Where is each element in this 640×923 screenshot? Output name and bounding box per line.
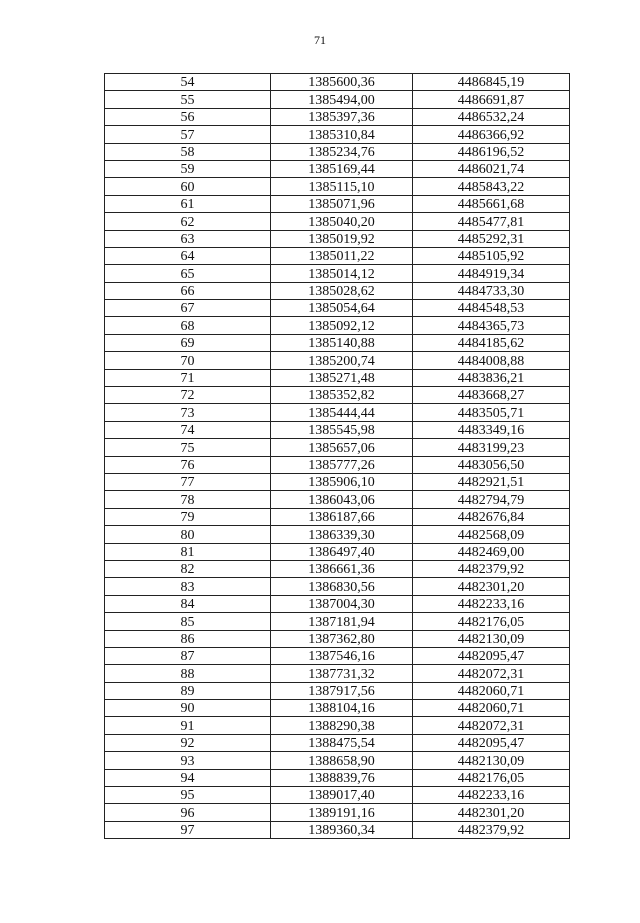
y-coordinate-cell: 4486021,74 bbox=[413, 160, 570, 177]
x-coordinate-cell: 1387731,32 bbox=[271, 665, 413, 682]
x-coordinate-cell: 1385444,44 bbox=[271, 404, 413, 421]
x-coordinate-cell: 1386830,56 bbox=[271, 578, 413, 595]
point-number-cell: 64 bbox=[105, 247, 271, 264]
x-coordinate-cell: 1385019,92 bbox=[271, 230, 413, 247]
point-number-cell: 89 bbox=[105, 682, 271, 699]
x-coordinate-cell: 1385906,10 bbox=[271, 473, 413, 490]
y-coordinate-cell: 4482233,16 bbox=[413, 595, 570, 612]
point-number-cell: 82 bbox=[105, 560, 271, 577]
y-coordinate-cell: 4484733,30 bbox=[413, 282, 570, 299]
table-row bbox=[105, 317, 570, 334]
point-number-cell: 93 bbox=[105, 752, 271, 769]
table-row bbox=[105, 91, 570, 108]
y-coordinate-cell: 4483668,27 bbox=[413, 387, 570, 404]
y-coordinate-cell: 4482469,00 bbox=[413, 543, 570, 560]
y-coordinate-cell: 4484365,73 bbox=[413, 317, 570, 334]
y-coordinate-cell: 4482233,16 bbox=[413, 787, 570, 804]
x-coordinate-cell: 1385777,26 bbox=[271, 456, 413, 473]
table-row bbox=[105, 665, 570, 682]
point-number-cell: 61 bbox=[105, 195, 271, 212]
y-coordinate-cell: 4482676,84 bbox=[413, 508, 570, 525]
x-coordinate-cell: 1386497,40 bbox=[271, 543, 413, 560]
point-number-cell: 59 bbox=[105, 160, 271, 177]
point-number-cell: 84 bbox=[105, 595, 271, 612]
point-number-cell: 85 bbox=[105, 613, 271, 630]
point-number-cell: 69 bbox=[105, 334, 271, 351]
point-number-cell: 62 bbox=[105, 213, 271, 230]
table-row bbox=[105, 769, 570, 786]
point-number-cell: 58 bbox=[105, 143, 271, 160]
y-coordinate-cell: 4483199,23 bbox=[413, 439, 570, 456]
x-coordinate-cell: 1385011,22 bbox=[271, 247, 413, 264]
y-coordinate-cell: 4484919,34 bbox=[413, 265, 570, 282]
table-row bbox=[105, 247, 570, 264]
table-row bbox=[105, 473, 570, 490]
x-coordinate-cell: 1389360,34 bbox=[271, 821, 413, 838]
x-coordinate-cell: 1388658,90 bbox=[271, 752, 413, 769]
point-number-cell: 80 bbox=[105, 526, 271, 543]
point-number-cell: 55 bbox=[105, 91, 271, 108]
table-row bbox=[105, 613, 570, 630]
table-row bbox=[105, 508, 570, 525]
y-coordinate-cell: 4482072,31 bbox=[413, 717, 570, 734]
x-coordinate-cell: 1385200,74 bbox=[271, 352, 413, 369]
point-number-cell: 88 bbox=[105, 665, 271, 682]
x-coordinate-cell: 1388290,38 bbox=[271, 717, 413, 734]
x-coordinate-cell: 1385310,84 bbox=[271, 126, 413, 143]
y-coordinate-cell: 4484548,53 bbox=[413, 300, 570, 317]
point-number-cell: 67 bbox=[105, 300, 271, 317]
table-row bbox=[105, 265, 570, 282]
x-coordinate-cell: 1385271,48 bbox=[271, 369, 413, 386]
y-coordinate-cell: 4485661,68 bbox=[413, 195, 570, 212]
table-row bbox=[105, 404, 570, 421]
table-row bbox=[105, 630, 570, 647]
point-number-cell: 78 bbox=[105, 491, 271, 508]
table-row bbox=[105, 456, 570, 473]
point-number-cell: 56 bbox=[105, 108, 271, 125]
y-coordinate-cell: 4486196,52 bbox=[413, 143, 570, 160]
table-row bbox=[105, 352, 570, 369]
point-number-cell: 77 bbox=[105, 473, 271, 490]
table-row bbox=[105, 143, 570, 160]
y-coordinate-cell: 4482301,20 bbox=[413, 578, 570, 595]
page-number: 71 bbox=[314, 33, 326, 47]
y-coordinate-cell: 4483505,71 bbox=[413, 404, 570, 421]
table-row bbox=[105, 230, 570, 247]
point-number-cell: 90 bbox=[105, 700, 271, 717]
y-coordinate-cell: 4486366,92 bbox=[413, 126, 570, 143]
table-row bbox=[105, 700, 570, 717]
table-row bbox=[105, 595, 570, 612]
x-coordinate-cell: 1386339,30 bbox=[271, 526, 413, 543]
x-coordinate-cell: 1386043,06 bbox=[271, 491, 413, 508]
point-number-cell: 76 bbox=[105, 456, 271, 473]
x-coordinate-cell: 1389017,40 bbox=[271, 787, 413, 804]
x-coordinate-cell: 1387917,56 bbox=[271, 682, 413, 699]
point-number-cell: 68 bbox=[105, 317, 271, 334]
table-row bbox=[105, 717, 570, 734]
x-coordinate-cell: 1387181,94 bbox=[271, 613, 413, 630]
x-coordinate-cell: 1386661,36 bbox=[271, 560, 413, 577]
x-coordinate-cell: 1387004,30 bbox=[271, 595, 413, 612]
x-coordinate-cell: 1385545,98 bbox=[271, 421, 413, 438]
table-row bbox=[105, 108, 570, 125]
point-number-cell: 92 bbox=[105, 734, 271, 751]
coordinates-table bbox=[104, 73, 570, 839]
point-number-cell: 65 bbox=[105, 265, 271, 282]
point-number-cell: 83 bbox=[105, 578, 271, 595]
x-coordinate-cell: 1385140,88 bbox=[271, 334, 413, 351]
table-row bbox=[105, 682, 570, 699]
x-coordinate-cell: 1388475,54 bbox=[271, 734, 413, 751]
y-coordinate-cell: 4482379,92 bbox=[413, 821, 570, 838]
y-coordinate-cell: 4482130,09 bbox=[413, 752, 570, 769]
y-coordinate-cell: 4482095,47 bbox=[413, 647, 570, 664]
table-row bbox=[105, 213, 570, 230]
point-number-cell: 74 bbox=[105, 421, 271, 438]
point-number-cell: 63 bbox=[105, 230, 271, 247]
x-coordinate-cell: 1385028,62 bbox=[271, 282, 413, 299]
y-coordinate-cell: 4483349,16 bbox=[413, 421, 570, 438]
x-coordinate-cell: 1385054,64 bbox=[271, 300, 413, 317]
point-number-cell: 95 bbox=[105, 787, 271, 804]
y-coordinate-cell: 4485477,81 bbox=[413, 213, 570, 230]
table-row bbox=[105, 195, 570, 212]
y-coordinate-cell: 4482921,51 bbox=[413, 473, 570, 490]
x-coordinate-cell: 1385071,96 bbox=[271, 195, 413, 212]
y-coordinate-cell: 4483056,50 bbox=[413, 456, 570, 473]
table-row bbox=[105, 526, 570, 543]
x-coordinate-cell: 1385234,76 bbox=[271, 143, 413, 160]
y-coordinate-cell: 4483836,21 bbox=[413, 369, 570, 386]
point-number-cell: 54 bbox=[105, 74, 271, 91]
table-row bbox=[105, 421, 570, 438]
table-row bbox=[105, 543, 570, 560]
table-row bbox=[105, 74, 570, 91]
table-row bbox=[105, 178, 570, 195]
table-row bbox=[105, 787, 570, 804]
x-coordinate-cell: 1388839,76 bbox=[271, 769, 413, 786]
table-row bbox=[105, 647, 570, 664]
table-row bbox=[105, 734, 570, 751]
point-number-cell: 75 bbox=[105, 439, 271, 456]
y-coordinate-cell: 4482176,05 bbox=[413, 613, 570, 630]
x-coordinate-cell: 1386187,66 bbox=[271, 508, 413, 525]
table-row bbox=[105, 491, 570, 508]
x-coordinate-cell: 1388104,16 bbox=[271, 700, 413, 717]
x-coordinate-cell: 1389191,16 bbox=[271, 804, 413, 821]
y-coordinate-cell: 4485105,92 bbox=[413, 247, 570, 264]
y-coordinate-cell: 4486532,24 bbox=[413, 108, 570, 125]
y-coordinate-cell: 4482794,79 bbox=[413, 491, 570, 508]
x-coordinate-cell: 1385397,36 bbox=[271, 108, 413, 125]
point-number-cell: 72 bbox=[105, 387, 271, 404]
y-coordinate-cell: 4486845,19 bbox=[413, 74, 570, 91]
y-coordinate-cell: 4482095,47 bbox=[413, 734, 570, 751]
y-coordinate-cell: 4482072,31 bbox=[413, 665, 570, 682]
y-coordinate-cell: 4482060,71 bbox=[413, 682, 570, 699]
x-coordinate-cell: 1385014,12 bbox=[271, 265, 413, 282]
x-coordinate-cell: 1387362,80 bbox=[271, 630, 413, 647]
point-number-cell: 81 bbox=[105, 543, 271, 560]
table-row bbox=[105, 752, 570, 769]
x-coordinate-cell: 1385169,44 bbox=[271, 160, 413, 177]
y-coordinate-cell: 4482130,09 bbox=[413, 630, 570, 647]
point-number-cell: 97 bbox=[105, 821, 271, 838]
point-number-cell: 60 bbox=[105, 178, 271, 195]
y-coordinate-cell: 4482176,05 bbox=[413, 769, 570, 786]
x-coordinate-cell: 1385600,36 bbox=[271, 74, 413, 91]
table-row bbox=[105, 282, 570, 299]
y-coordinate-cell: 4486691,87 bbox=[413, 91, 570, 108]
table-row bbox=[105, 560, 570, 577]
x-coordinate-cell: 1385657,06 bbox=[271, 439, 413, 456]
x-coordinate-cell: 1385040,20 bbox=[271, 213, 413, 230]
y-coordinate-cell: 4485843,22 bbox=[413, 178, 570, 195]
y-coordinate-cell: 4482379,92 bbox=[413, 560, 570, 577]
y-coordinate-cell: 4484185,62 bbox=[413, 334, 570, 351]
table-row bbox=[105, 387, 570, 404]
x-coordinate-cell: 1387546,16 bbox=[271, 647, 413, 664]
y-coordinate-cell: 4482301,20 bbox=[413, 804, 570, 821]
point-number-cell: 66 bbox=[105, 282, 271, 299]
point-number-cell: 94 bbox=[105, 769, 271, 786]
y-coordinate-cell: 4482060,71 bbox=[413, 700, 570, 717]
x-coordinate-cell: 1385092,12 bbox=[271, 317, 413, 334]
y-coordinate-cell: 4482568,09 bbox=[413, 526, 570, 543]
table-row bbox=[105, 334, 570, 351]
table-row bbox=[105, 160, 570, 177]
x-coordinate-cell: 1385352,82 bbox=[271, 387, 413, 404]
point-number-cell: 87 bbox=[105, 647, 271, 664]
table-row bbox=[105, 369, 570, 386]
table-row bbox=[105, 300, 570, 317]
point-number-cell: 73 bbox=[105, 404, 271, 421]
table-row bbox=[105, 126, 570, 143]
point-number-cell: 86 bbox=[105, 630, 271, 647]
table-row bbox=[105, 804, 570, 821]
point-number-cell: 96 bbox=[105, 804, 271, 821]
x-coordinate-cell: 1385115,10 bbox=[271, 178, 413, 195]
y-coordinate-cell: 4484008,88 bbox=[413, 352, 570, 369]
table-row bbox=[105, 578, 570, 595]
table-row bbox=[105, 821, 570, 838]
y-coordinate-cell: 4485292,31 bbox=[413, 230, 570, 247]
point-number-cell: 70 bbox=[105, 352, 271, 369]
table-row bbox=[105, 439, 570, 456]
point-number-cell: 91 bbox=[105, 717, 271, 734]
x-coordinate-cell: 1385494,00 bbox=[271, 91, 413, 108]
coordinates-table-body bbox=[105, 74, 570, 839]
point-number-cell: 79 bbox=[105, 508, 271, 525]
point-number-cell: 57 bbox=[105, 126, 271, 143]
point-number-cell: 71 bbox=[105, 369, 271, 386]
